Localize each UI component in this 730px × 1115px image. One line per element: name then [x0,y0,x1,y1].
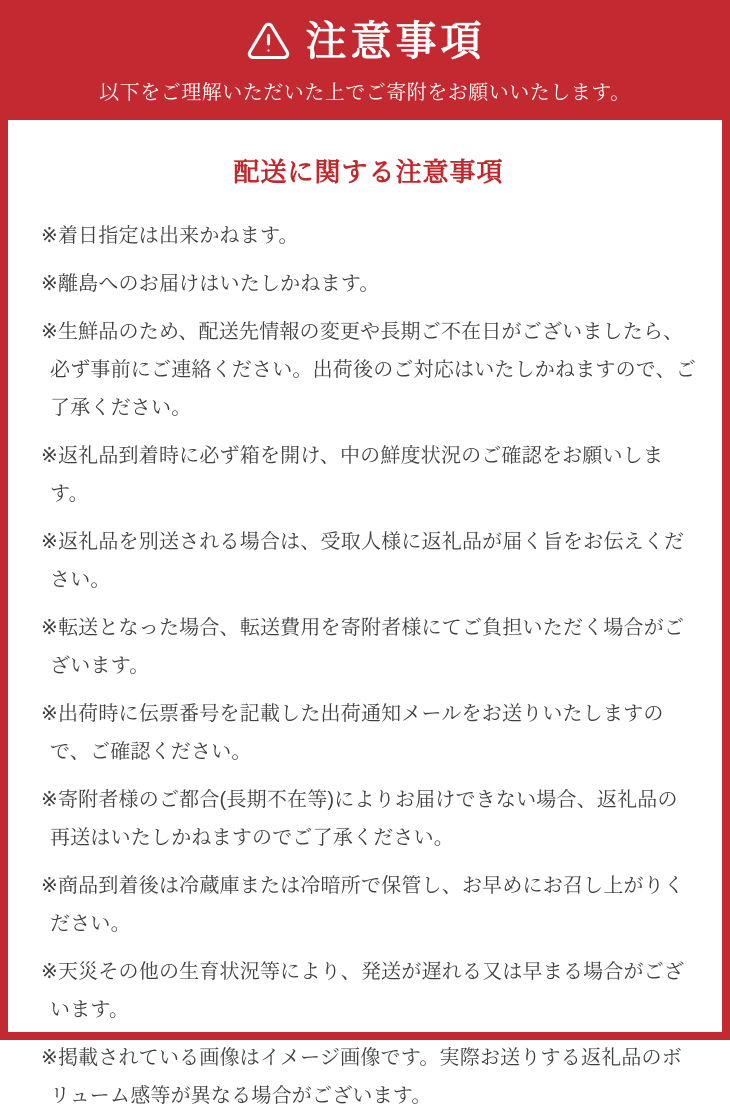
notice-title: 注意事項 [305,17,486,64]
notice-header [0,0,730,120]
note-item: ※寄附者様のご都合(長期不在等)によりお届けできない場合、返礼品の再送はいたしかねますのでご了承ください。 [41,789,678,849]
notes-list [41,217,696,1115]
note-item: ※商品到着後は冷蔵庫または冷暗所で保管し、お早めにお召し上がりください。 [41,875,685,935]
note-item: ※生鮮品のため、配送先情報の変更や長期ご不在日がございましたら、必ず事前にご連絡ください。出荷後のご対応はいたしかねますので、ご了承ください。 [41,321,696,419]
note-item: ※着日指定は出来かねます。 [41,225,299,247]
note-item: ※返礼品到着時に必ず箱を開け、中の鮮度状況のご確認をお願いします。 [41,445,664,505]
note-item: ※出荷時に伝票番号を記載した出荷通知メールをお送りいたしますので、ご確認ください。 [41,703,664,763]
note-item: ※離島へのお届けはいたしかねます。 [41,273,380,295]
note-item: ※転送となった場合、転送費用を寄附者様にてご負担いただく場合がございます。 [41,617,685,677]
section-title: 配送に関する注意事項 [233,157,504,187]
note-item: ※掲載されている画像はイメージ画像です。実際お送りする返礼品のボリューム感等が異なる場合がございます。 [41,1047,682,1107]
notice-subtitle: 以下をご理解いただいた上でご寄附をお願いいたします。 [99,82,631,104]
notice-body [8,120,722,1107]
note-item: ※天災その他の生育状況等により、発送が遅れる又は早まる場合がございます。 [41,961,685,1021]
warning-triangle-icon [245,19,292,63]
notice-header-title-row [245,19,486,63]
note-item: ※返礼品を別送される場合は、受取人様に返礼品が届く旨をお伝えください。 [41,531,685,591]
